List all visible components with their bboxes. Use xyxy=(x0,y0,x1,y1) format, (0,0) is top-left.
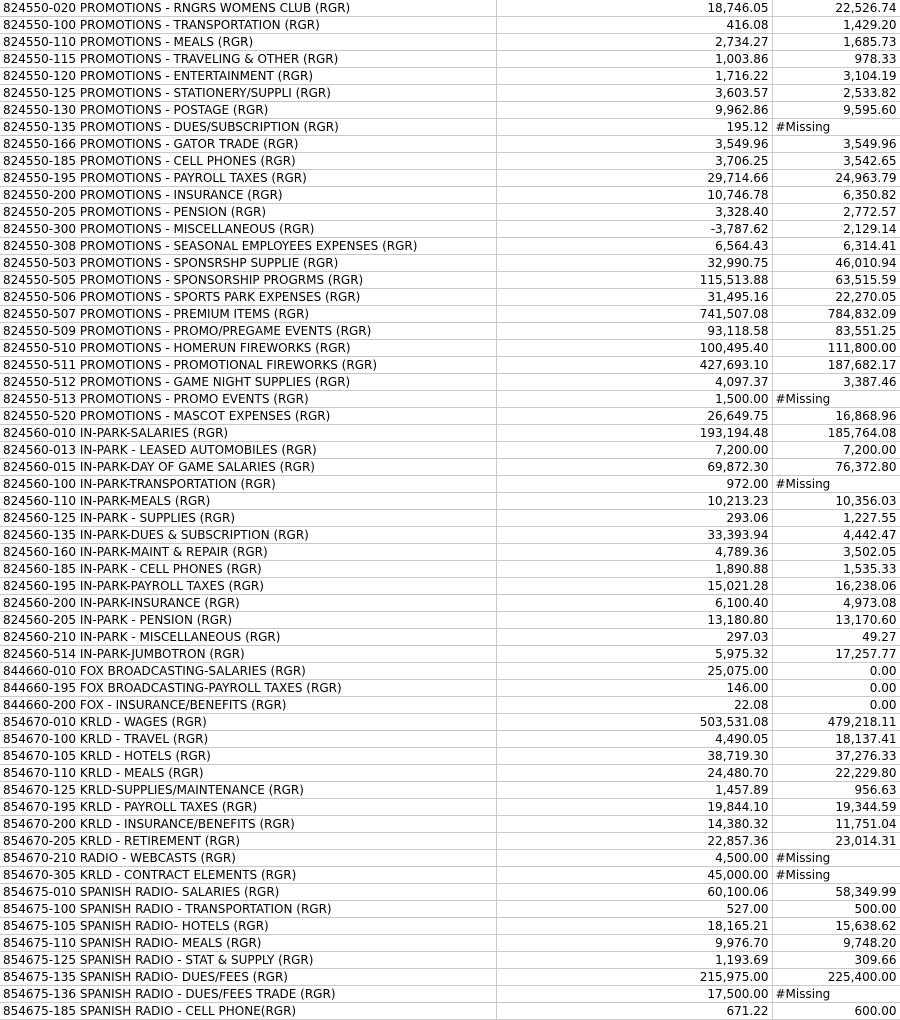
table-row xyxy=(0,833,900,850)
account-cell[interactable]: 824560-015 IN-PARK-DAY OF GAME SALARIES (RGR) xyxy=(0,459,496,476)
value-cell-2[interactable]: 37,276.33 xyxy=(772,748,900,765)
account-cell[interactable]: 854670-205 KRLD - RETIREMENT (RGR) xyxy=(0,833,496,850)
table-row xyxy=(0,357,900,374)
value-cell-2[interactable]: 22,526.74 xyxy=(772,0,900,17)
table-row xyxy=(0,408,900,425)
table-row xyxy=(0,425,900,442)
value-cell-1[interactable]: 24,480.70 xyxy=(496,765,772,782)
value-cell-1[interactable]: 22,857.36 xyxy=(496,833,772,850)
value-cell-2[interactable]: 6,350.82 xyxy=(772,187,900,204)
value-cell-1[interactable]: 195.12 xyxy=(496,119,772,136)
table-row xyxy=(0,272,900,289)
value-cell-1[interactable]: 10,213.23 xyxy=(496,493,772,510)
value-cell-1[interactable]: 1,193.69 xyxy=(496,952,772,969)
value-cell-2[interactable]: 23,014.31 xyxy=(772,833,900,850)
value-cell-1[interactable]: 69,872.30 xyxy=(496,459,772,476)
account-cell[interactable]: 854675-110 SPANISH RADIO- MEALS (RGR) xyxy=(0,935,496,952)
table-row xyxy=(0,697,900,714)
value-cell-2[interactable]: 3,542.65 xyxy=(772,153,900,170)
value-cell-1[interactable]: 9,976.70 xyxy=(496,935,772,952)
value-cell-2[interactable]: 3,387.46 xyxy=(772,374,900,391)
value-cell-1[interactable]: 19,844.10 xyxy=(496,799,772,816)
account-cell[interactable]: 824550-125 PROMOTIONS - STATIONERY/SUPPLI (RGR) xyxy=(0,85,496,102)
account-cell[interactable]: 824550-200 PROMOTIONS - INSURANCE (RGR) xyxy=(0,187,496,204)
account-cell[interactable]: 844660-200 FOX - INSURANCE/BENEFITS (RGR) xyxy=(0,697,496,714)
value-cell-1[interactable]: 115,513.88 xyxy=(496,272,772,289)
value-cell-2[interactable]: 479,218.11 xyxy=(772,714,900,731)
account-cell[interactable]: 824550-506 PROMOTIONS - SPORTS PARK EXPENSES (RGR) xyxy=(0,289,496,306)
account-cell[interactable]: 824560-210 IN-PARK - MISCELLANEOUS (RGR) xyxy=(0,629,496,646)
account-cell[interactable]: 824560-205 IN-PARK - PENSION (RGR) xyxy=(0,612,496,629)
account-cell[interactable]: 844660-195 FOX BROADCASTING-PAYROLL TAXES (RGR) xyxy=(0,680,496,697)
value-cell-1[interactable]: 100,495.40 xyxy=(496,340,772,357)
table-row xyxy=(0,765,900,782)
account-cell[interactable]: 824550-505 PROMOTIONS - SPONSORSHIP PROGRMS (RGR) xyxy=(0,272,496,289)
table-row xyxy=(0,544,900,561)
value-cell-1[interactable]: 4,500.00 xyxy=(496,850,772,867)
value-cell-1[interactable]: 215,975.00 xyxy=(496,969,772,986)
account-cell[interactable]: 824550-509 PROMOTIONS - PROMO/PREGAME EVENTS (RGR) xyxy=(0,323,496,340)
table-row xyxy=(0,340,900,357)
table-row xyxy=(0,136,900,153)
value-cell-2[interactable]: 83,551.25 xyxy=(772,323,900,340)
value-cell-2[interactable]: 1,535.33 xyxy=(772,561,900,578)
value-cell-2[interactable]: 18,137.41 xyxy=(772,731,900,748)
table-row xyxy=(0,204,900,221)
value-cell-1[interactable]: 29,714.66 xyxy=(496,170,772,187)
account-cell[interactable]: 824560-110 IN-PARK-MEALS (RGR) xyxy=(0,493,496,510)
account-cell[interactable]: 824560-200 IN-PARK-INSURANCE (RGR) xyxy=(0,595,496,612)
table-row xyxy=(0,170,900,187)
account-cell[interactable]: 824550-130 PROMOTIONS - POSTAGE (RGR) xyxy=(0,102,496,119)
table-row xyxy=(0,986,900,1003)
table-row xyxy=(0,918,900,935)
value-cell-1[interactable]: 3,603.57 xyxy=(496,85,772,102)
value-cell-1[interactable]: 6,564.43 xyxy=(496,238,772,255)
account-cell[interactable]: 824560-100 IN-PARK-TRANSPORTATION (RGR) xyxy=(0,476,496,493)
account-cell[interactable]: 824550-300 PROMOTIONS - MISCELLANEOUS (RGR) xyxy=(0,221,496,238)
account-cell[interactable]: 854675-010 SPANISH RADIO- SALARIES (RGR) xyxy=(0,884,496,901)
value-cell-1[interactable]: 972.00 xyxy=(496,476,772,493)
value-cell-2[interactable]: 2,129.14 xyxy=(772,221,900,238)
value-cell-1[interactable]: 1,457.89 xyxy=(496,782,772,799)
table-row xyxy=(0,323,900,340)
value-cell-1[interactable]: 146.00 xyxy=(496,680,772,697)
value-cell-1[interactable]: 22.08 xyxy=(496,697,772,714)
account-cell[interactable]: 824550-100 PROMOTIONS - TRANSPORTATION (RGR) xyxy=(0,17,496,34)
account-cell[interactable]: 854670-100 KRLD - TRAVEL (RGR) xyxy=(0,731,496,748)
value-cell-2[interactable]: 63,515.59 xyxy=(772,272,900,289)
value-cell-1[interactable]: 9,962.86 xyxy=(496,102,772,119)
table-row xyxy=(0,34,900,51)
table-row xyxy=(0,68,900,85)
value-cell-1[interactable]: 38,719.30 xyxy=(496,748,772,765)
value-cell-1[interactable]: 32,990.75 xyxy=(496,255,772,272)
account-cell[interactable]: 824560-125 IN-PARK - SUPPLIES (RGR) xyxy=(0,510,496,527)
value-cell-1[interactable]: 6,100.40 xyxy=(496,595,772,612)
table-row xyxy=(0,816,900,833)
table-row xyxy=(0,578,900,595)
value-cell-2[interactable]: 187,682.17 xyxy=(772,357,900,374)
account-cell[interactable]: 824550-115 PROMOTIONS - TRAVELING & OTHER (RGR) xyxy=(0,51,496,68)
value-cell-1[interactable]: 33,393.94 xyxy=(496,527,772,544)
table-row xyxy=(0,527,900,544)
table-row xyxy=(0,187,900,204)
value-cell-2[interactable]: 22,270.05 xyxy=(772,289,900,306)
table-row xyxy=(0,391,900,408)
value-cell-1[interactable]: 17,500.00 xyxy=(496,986,772,1003)
table-row xyxy=(0,510,900,527)
account-cell[interactable]: 854675-136 SPANISH RADIO - DUES/FEES TRADE (RGR) xyxy=(0,986,496,1003)
account-cell[interactable]: 824550-511 PROMOTIONS - PROMOTIONAL FIREWORKS (RGR) xyxy=(0,357,496,374)
value-cell-2[interactable]: 6,314.41 xyxy=(772,238,900,255)
value-cell-2[interactable]: #Missing xyxy=(772,476,900,493)
value-cell-2[interactable]: 22,229.80 xyxy=(772,765,900,782)
account-cell[interactable]: 824550-513 PROMOTIONS - PROMO EVENTS (RGR) xyxy=(0,391,496,408)
value-cell-1[interactable]: 741,507.08 xyxy=(496,306,772,323)
value-cell-1[interactable]: 3,549.96 xyxy=(496,136,772,153)
value-cell-1[interactable]: 25,075.00 xyxy=(496,663,772,680)
account-cell[interactable]: 854670-110 KRLD - MEALS (RGR) xyxy=(0,765,496,782)
account-cell[interactable]: 824550-195 PROMOTIONS - PAYROLL TAXES (RGR) xyxy=(0,170,496,187)
table-row xyxy=(0,289,900,306)
value-cell-1[interactable]: 93,118.58 xyxy=(496,323,772,340)
value-cell-2[interactable]: 3,502.05 xyxy=(772,544,900,561)
table-row xyxy=(0,884,900,901)
value-cell-2[interactable]: 0.00 xyxy=(772,697,900,714)
table-row xyxy=(0,850,900,867)
account-cell[interactable]: 824550-135 PROMOTIONS - DUES/SUBSCRIPTION (RGR) xyxy=(0,119,496,136)
value-cell-2[interactable]: 185,764.08 xyxy=(772,425,900,442)
account-cell[interactable]: 824560-135 IN-PARK-DUES & SUBSCRIPTION (RGR) xyxy=(0,527,496,544)
value-cell-2[interactable]: 24,963.79 xyxy=(772,170,900,187)
table-row xyxy=(0,680,900,697)
account-cell[interactable]: 824550-512 PROMOTIONS - GAME NIGHT SUPPLIES (RGR) xyxy=(0,374,496,391)
account-cell[interactable]: 824560-185 IN-PARK - CELL PHONES (RGR) xyxy=(0,561,496,578)
table-row xyxy=(0,935,900,952)
table-row xyxy=(0,17,900,34)
value-cell-2[interactable]: 15,638.62 xyxy=(772,918,900,935)
account-cell[interactable]: 854670-010 KRLD - WAGES (RGR) xyxy=(0,714,496,731)
table-row xyxy=(0,595,900,612)
table-row xyxy=(0,51,900,68)
value-cell-1[interactable]: 527.00 xyxy=(496,901,772,918)
value-cell-1[interactable]: 1,003.86 xyxy=(496,51,772,68)
account-cell[interactable]: 824550-120 PROMOTIONS - ENTERTAINMENT (RGR) xyxy=(0,68,496,85)
value-cell-2[interactable]: 7,200.00 xyxy=(772,442,900,459)
account-cell[interactable]: 824560-195 IN-PARK-PAYROLL TAXES (RGR) xyxy=(0,578,496,595)
value-cell-1[interactable]: 297.03 xyxy=(496,629,772,646)
value-cell-2[interactable]: 1,429.20 xyxy=(772,17,900,34)
value-cell-1[interactable]: 427,693.10 xyxy=(496,357,772,374)
table-row xyxy=(0,646,900,663)
value-cell-1[interactable]: 503,531.08 xyxy=(496,714,772,731)
value-cell-2[interactable]: 2,772.57 xyxy=(772,204,900,221)
table-row xyxy=(0,561,900,578)
value-cell-1[interactable]: 60,100.06 xyxy=(496,884,772,901)
account-cell[interactable]: 854670-305 KRLD - CONTRACT ELEMENTS (RGR) xyxy=(0,867,496,884)
account-cell[interactable]: 824550-308 PROMOTIONS - SEASONAL EMPLOYEES EXPENSES (RGR) xyxy=(0,238,496,255)
value-cell-2[interactable]: 1,685.73 xyxy=(772,34,900,51)
value-cell-1[interactable]: 7,200.00 xyxy=(496,442,772,459)
table-row xyxy=(0,493,900,510)
value-cell-1[interactable]: -3,787.62 xyxy=(496,221,772,238)
value-cell-1[interactable]: 1,500.00 xyxy=(496,391,772,408)
account-cell[interactable]: 844660-010 FOX BROADCASTING-SALARIES (RGR) xyxy=(0,663,496,680)
table-row xyxy=(0,102,900,119)
account-cell[interactable]: 824550-110 PROMOTIONS - MEALS (RGR) xyxy=(0,34,496,51)
account-cell[interactable]: 824560-010 IN-PARK-SALARIES (RGR) xyxy=(0,425,496,442)
account-cell[interactable]: 854670-195 KRLD - PAYROLL TAXES (RGR) xyxy=(0,799,496,816)
table-row xyxy=(0,442,900,459)
value-cell-2[interactable]: 9,595.60 xyxy=(772,102,900,119)
table-row xyxy=(0,748,900,765)
value-cell-2[interactable]: 10,356.03 xyxy=(772,493,900,510)
value-cell-2[interactable]: 16,238.06 xyxy=(772,578,900,595)
value-cell-1[interactable]: 193,194.48 xyxy=(496,425,772,442)
account-cell[interactable]: 824550-503 PROMOTIONS - SPONSRSHP SUPPLIE (RGR) xyxy=(0,255,496,272)
table-row xyxy=(0,629,900,646)
table-row xyxy=(0,0,900,17)
value-cell-1[interactable]: 45,000.00 xyxy=(496,867,772,884)
account-cell[interactable]: 824550-510 PROMOTIONS - HOMERUN FIREWORKS (RGR) xyxy=(0,340,496,357)
value-cell-2[interactable]: #Missing xyxy=(772,867,900,884)
table-row xyxy=(0,119,900,136)
value-cell-1[interactable]: 1,890.88 xyxy=(496,561,772,578)
value-cell-2[interactable]: 58,349.99 xyxy=(772,884,900,901)
table-row xyxy=(0,901,900,918)
account-cell[interactable]: 824550-185 PROMOTIONS - CELL PHONES (RGR) xyxy=(0,153,496,170)
account-cell[interactable]: 824550-507 PROMOTIONS - PREMIUM ITEMS (RGR) xyxy=(0,306,496,323)
table-row xyxy=(0,255,900,272)
table-row xyxy=(0,867,900,884)
table-row xyxy=(0,782,900,799)
value-cell-2[interactable]: 3,104.19 xyxy=(772,68,900,85)
value-cell-2[interactable]: 9,748.20 xyxy=(772,935,900,952)
value-cell-2[interactable]: 46,010.94 xyxy=(772,255,900,272)
value-cell-2[interactable]: 1,227.55 xyxy=(772,510,900,527)
value-cell-2[interactable]: 3,549.96 xyxy=(772,136,900,153)
value-cell-2[interactable]: 978.33 xyxy=(772,51,900,68)
table-row xyxy=(0,799,900,816)
table-row xyxy=(0,306,900,323)
value-cell-1[interactable]: 15,021.28 xyxy=(496,578,772,595)
value-cell-2[interactable]: #Missing xyxy=(772,850,900,867)
value-cell-2[interactable]: 4,442.47 xyxy=(772,527,900,544)
account-cell[interactable]: 854675-135 SPANISH RADIO- DUES/FEES (RGR) xyxy=(0,969,496,986)
account-cell[interactable]: 854670-210 RADIO - WEBCASTS (RGR) xyxy=(0,850,496,867)
value-cell-1[interactable]: 293.06 xyxy=(496,510,772,527)
value-cell-2[interactable]: 49.27 xyxy=(772,629,900,646)
value-cell-1[interactable]: 14,380.32 xyxy=(496,816,772,833)
value-cell-1[interactable]: 26,649.75 xyxy=(496,408,772,425)
table-row xyxy=(0,221,900,238)
value-cell-1[interactable]: 2,734.27 xyxy=(496,34,772,51)
account-cell[interactable]: 824560-013 IN-PARK - LEASED AUTOMOBILES (RGR) xyxy=(0,442,496,459)
value-cell-2[interactable]: #Missing xyxy=(772,391,900,408)
table-row xyxy=(0,952,900,969)
account-cell[interactable]: 854675-105 SPANISH RADIO- HOTELS (RGR) xyxy=(0,918,496,935)
account-cell[interactable]: 854670-200 KRLD - INSURANCE/BENEFITS (RGR) xyxy=(0,816,496,833)
table-row xyxy=(0,714,900,731)
value-cell-2[interactable]: 19,344.59 xyxy=(772,799,900,816)
table-row xyxy=(0,374,900,391)
value-cell-2[interactable]: 16,868.96 xyxy=(772,408,900,425)
value-cell-2[interactable]: #Missing xyxy=(772,986,900,1003)
account-cell[interactable]: 824550-205 PROMOTIONS - PENSION (RGR) xyxy=(0,204,496,221)
value-cell-1[interactable]: 18,165.21 xyxy=(496,918,772,935)
account-cell[interactable]: 824560-160 IN-PARK-MAINT & REPAIR (RGR) xyxy=(0,544,496,561)
account-cell[interactable]: 824560-514 IN-PARK-JUMBOTRON (RGR) xyxy=(0,646,496,663)
account-cell[interactable]: 824550-520 PROMOTIONS - MASCOT EXPENSES (RGR) xyxy=(0,408,496,425)
table-row xyxy=(0,476,900,493)
value-cell-1[interactable]: 3,328.40 xyxy=(496,204,772,221)
value-cell-1[interactable]: 4,097.37 xyxy=(496,374,772,391)
value-cell-1[interactable]: 416.08 xyxy=(496,17,772,34)
value-cell-2[interactable]: 76,372.80 xyxy=(772,459,900,476)
account-cell[interactable]: 824550-166 PROMOTIONS - GATOR TRADE (RGR) xyxy=(0,136,496,153)
value-cell-1[interactable]: 31,495.16 xyxy=(496,289,772,306)
value-cell-2[interactable]: 309.66 xyxy=(772,952,900,969)
value-cell-2[interactable]: 784,832.09 xyxy=(772,306,900,323)
table-row xyxy=(0,238,900,255)
account-cell[interactable]: 854670-105 KRLD - HOTELS (RGR) xyxy=(0,748,496,765)
value-cell-1[interactable]: 4,789.36 xyxy=(496,544,772,561)
table-row xyxy=(0,1003,900,1020)
table-row xyxy=(0,663,900,680)
value-cell-1[interactable]: 1,716.22 xyxy=(496,68,772,85)
value-cell-1[interactable]: 10,746.78 xyxy=(496,187,772,204)
table-row xyxy=(0,731,900,748)
account-cell[interactable]: 824550-020 PROMOTIONS - RNGRS WOMENS CLUB (RGR) xyxy=(0,0,496,17)
table-row xyxy=(0,153,900,170)
value-cell-2[interactable]: 0.00 xyxy=(772,680,900,697)
account-cell[interactable]: 854675-125 SPANISH RADIO - STAT & SUPPLY (RGR) xyxy=(0,952,496,969)
value-cell-2[interactable]: 2,533.82 xyxy=(772,85,900,102)
value-cell-1[interactable]: 18,746.05 xyxy=(496,0,772,17)
value-cell-2[interactable]: 500.00 xyxy=(772,901,900,918)
value-cell-2[interactable]: #Missing xyxy=(772,119,900,136)
value-cell-2[interactable]: 13,170.60 xyxy=(772,612,900,629)
value-cell-1[interactable]: 4,490.05 xyxy=(496,731,772,748)
table-row xyxy=(0,459,900,476)
value-cell-2[interactable]: 11,751.04 xyxy=(772,816,900,833)
value-cell-1[interactable]: 5,975.32 xyxy=(496,646,772,663)
table-row xyxy=(0,969,900,986)
account-cell[interactable]: 854675-185 SPANISH RADIO - CELL PHONE(RGR) xyxy=(0,1003,496,1020)
value-cell-1[interactable]: 671.22 xyxy=(496,1003,772,1020)
account-cell[interactable]: 854670-125 KRLD-SUPPLIES/MAINTENANCE (RGR) xyxy=(0,782,496,799)
value-cell-2[interactable]: 600.00 xyxy=(772,1003,900,1020)
table-row xyxy=(0,612,900,629)
value-cell-1[interactable]: 13,180.80 xyxy=(496,612,772,629)
value-cell-1[interactable]: 3,706.25 xyxy=(496,153,772,170)
value-cell-2[interactable]: 225,400.00 xyxy=(772,969,900,986)
account-cell[interactable]: 854675-100 SPANISH RADIO - TRANSPORTATION (RGR) xyxy=(0,901,496,918)
value-cell-2[interactable]: 111,800.00 xyxy=(772,340,900,357)
value-cell-2[interactable]: 17,257.77 xyxy=(772,646,900,663)
value-cell-2[interactable]: 4,973.08 xyxy=(772,595,900,612)
value-cell-2[interactable]: 0.00 xyxy=(772,663,900,680)
value-cell-2[interactable]: 956.63 xyxy=(772,782,900,799)
table-row xyxy=(0,85,900,102)
